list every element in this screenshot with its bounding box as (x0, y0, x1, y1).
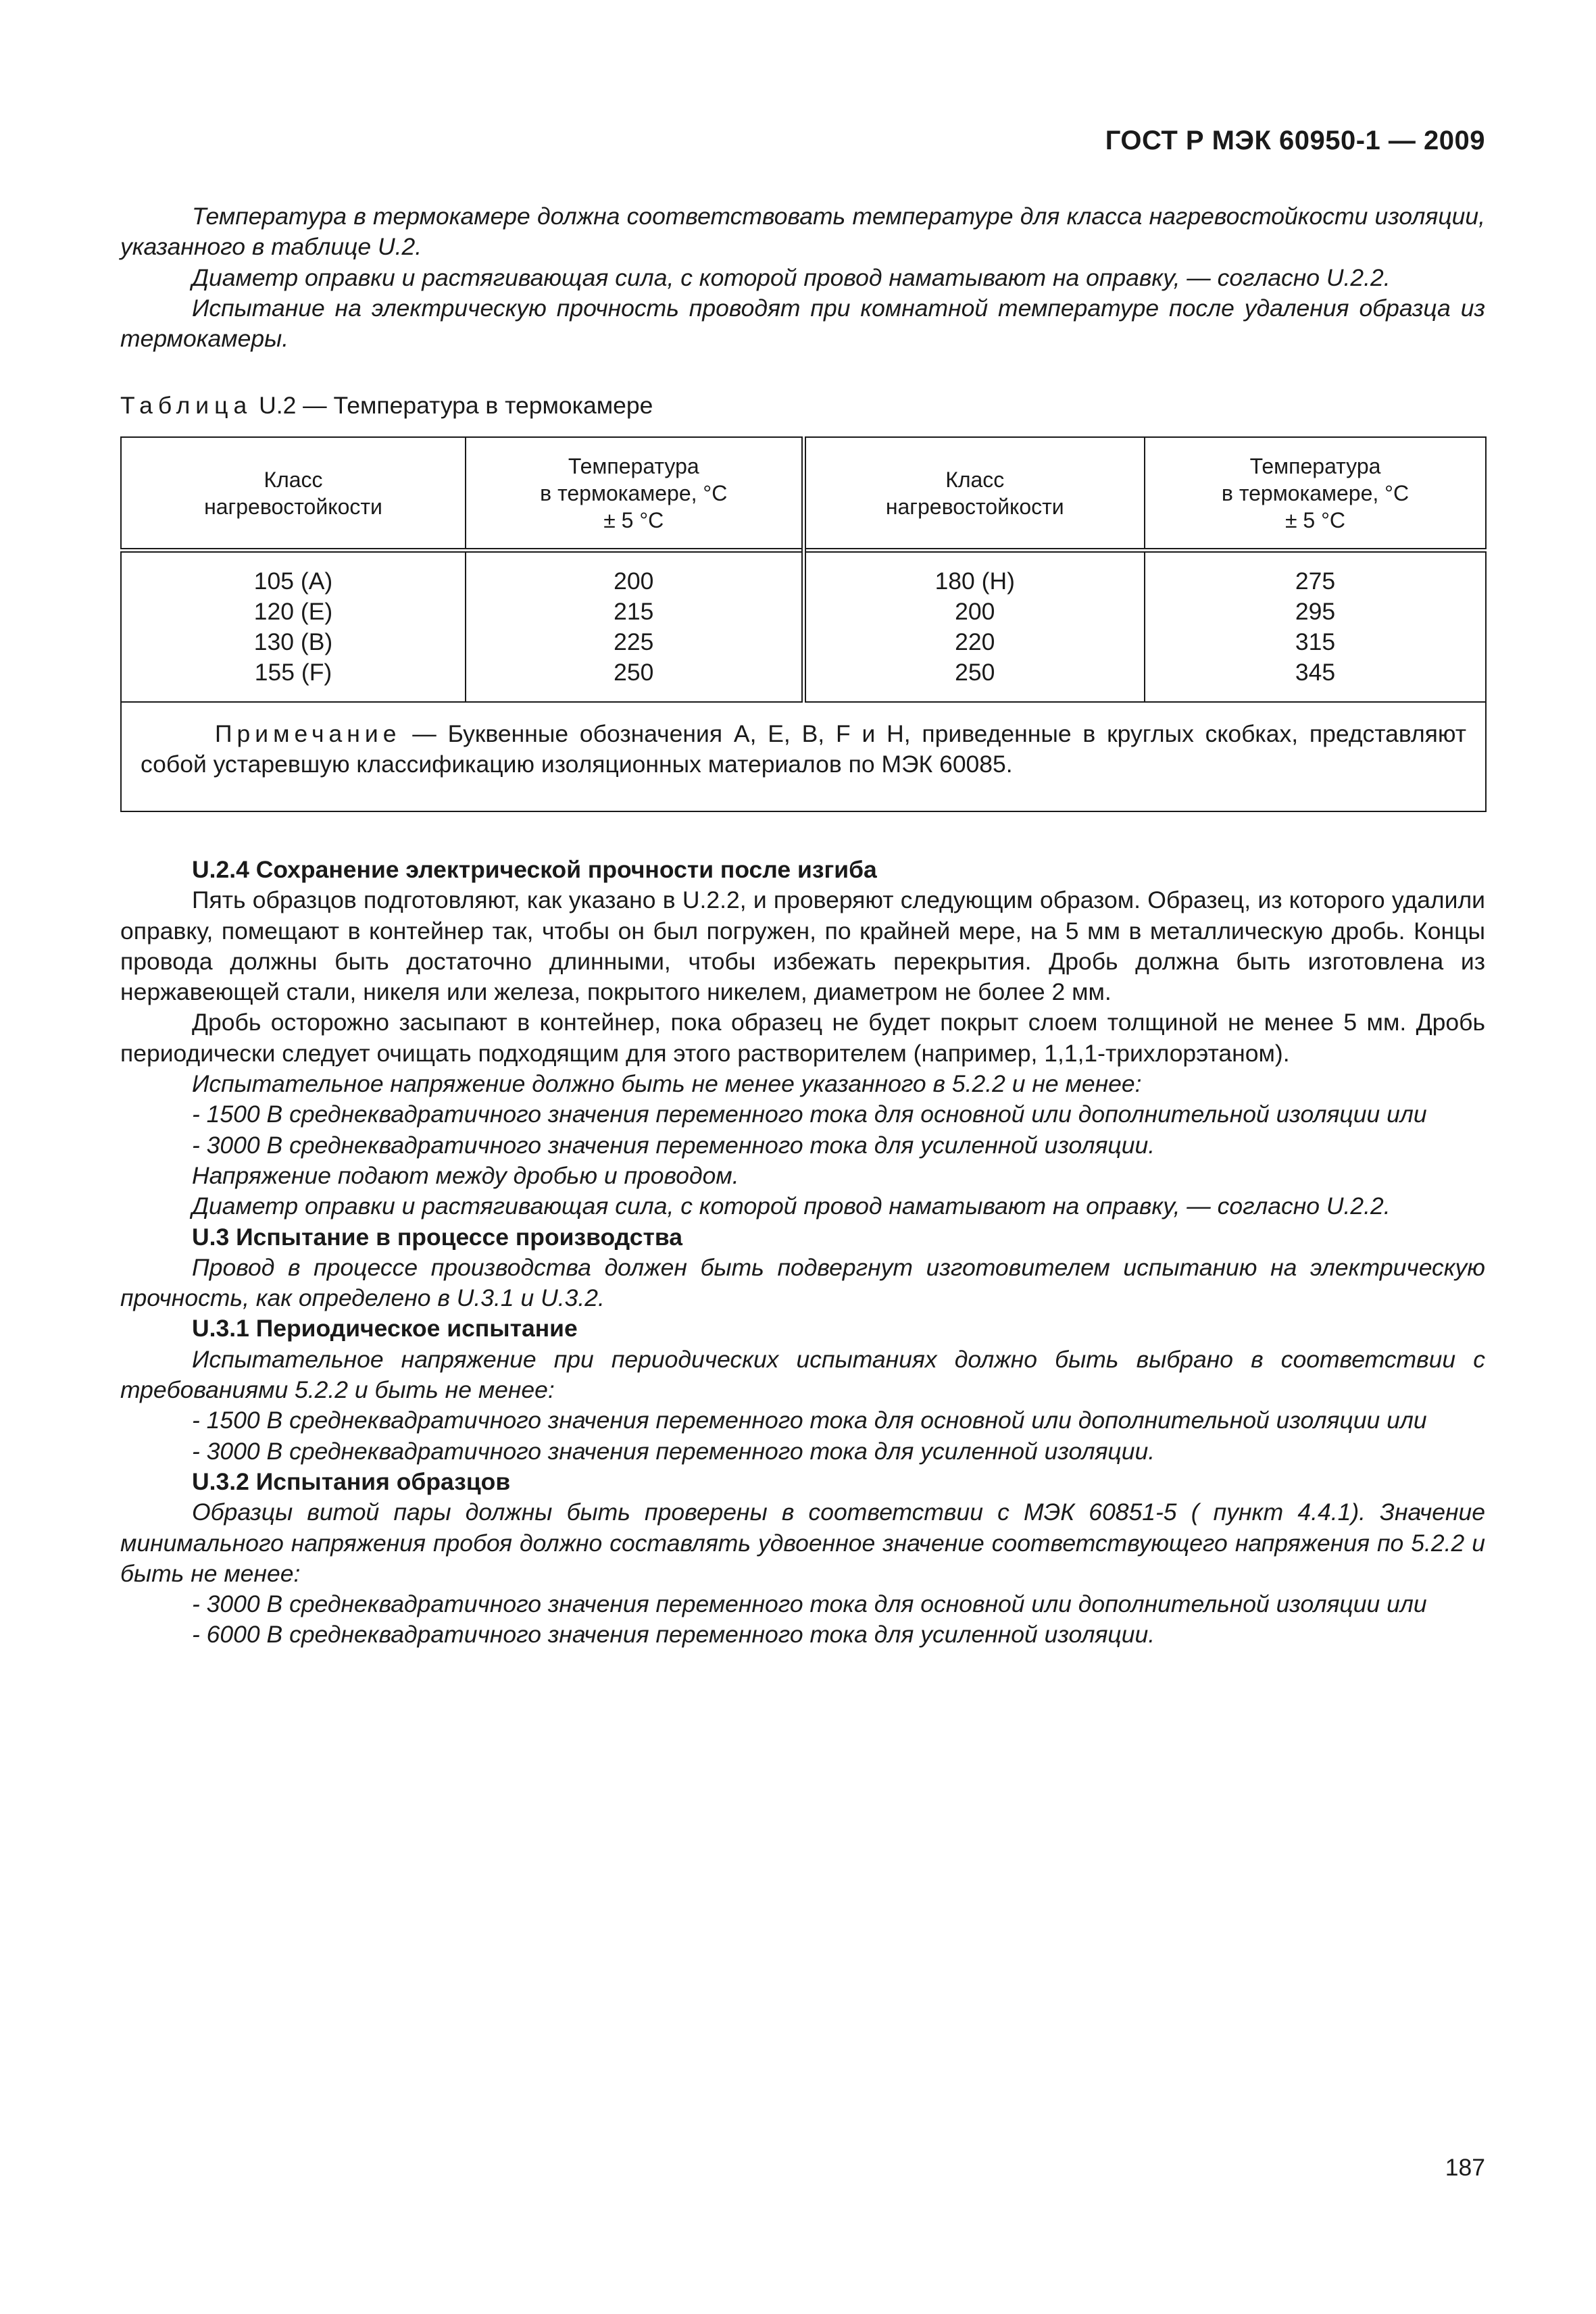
temp-1-value: 225 (614, 628, 654, 655)
section-heading-u3: U.3 Испытание в процессе производства (192, 1223, 682, 1251)
intro-paragraph-3: Испытание на электрическую прочность проводят при комнатной температуре после удаления образца из термокамеры. (120, 294, 1485, 353)
header-temp-1-text: Температура в термокамере, °C ± 5 °C (540, 453, 728, 532)
page-number: 187 (1445, 2154, 1485, 2181)
class-2-value: 180 (H) (934, 568, 1015, 595)
header-temp-1 (466, 437, 803, 551)
section-heading-u31: U.3.1 Периодическое испытание (192, 1315, 578, 1342)
class-2-value: 250 (955, 659, 995, 686)
section-heading-u24: U.2.4 Сохранение электрической прочности после изгиба (192, 856, 877, 883)
u31-list-item-2: - 3000 В среднеквадратичного значения переменного тока для усиленной изоляции. (192, 1437, 1155, 1465)
header-temp-2 (1145, 437, 1486, 551)
main-text-block (120, 855, 1485, 1651)
intro-paragraph-1: Температура в термокамере должна соответствовать температуре для класса нагревостойкости изоляции, указанного в таблице U.2. (120, 203, 1485, 261)
cell-temp-1 (466, 551, 803, 703)
table-caption-label: Таблица (120, 392, 253, 419)
temp-2-value: 295 (1295, 598, 1336, 625)
class-1-value: 105 (A) (253, 568, 333, 595)
table-header-row (121, 437, 1486, 551)
u31-list-item-1: - 1500 В среднеквадратичного значения переменного тока для основной или дополнительной изоляции или (192, 1407, 1427, 1434)
temp-1-value: 215 (614, 598, 654, 625)
u32-list-item-1: - 3000 В среднеквадратичного значения переменного тока для основной или дополнительной изоляции или (192, 1590, 1427, 1618)
temp-1-value: 250 (614, 659, 654, 686)
u3-paragraph-1: Провод в процессе производства должен быть подвергнут изготовителем испытанию на электрическую прочность, как определено в U.3.1 и U.3.2. (120, 1253, 1485, 1312)
temp-2-value: 345 (1295, 659, 1336, 686)
u24-list-item-1: - 1500 В среднеквадратичного значения переменного тока для основной или дополнительной изоляции или (192, 1101, 1427, 1128)
table-caption-title: U.2 — Температура в термокамере (259, 392, 653, 419)
u32-list-item-2: - 6000 В среднеквадратичного значения переменного тока для усиленной изоляции. (192, 1621, 1155, 1649)
cell-temp-2 (1145, 551, 1486, 703)
u24-paragraph-7: Диаметр оправки и растягивающая сила, с которой провод наматывают на оправку, — согласно U.2.2. (192, 1192, 1391, 1220)
class-1-value: 130 (B) (253, 628, 333, 655)
table-note-cell (121, 702, 1486, 811)
cell-class-1 (121, 551, 466, 703)
u24-paragraph-1: Пять образцов подготовляют, как указано в U.2.2, и проверяют следующим образом. Образец, из которого удалили оправку, помещают в контейнер так, чтобы он был погружен, по крайней мере, на 5 мм в металлическую дробь. Концы провода должны быть достаточно длинными, чтобы избежать перекрытия. Дробь должна быть изготовлена из нержавеющей стали, никеля или железа, покрытого никелем, диаметром не более 2 мм. (120, 886, 1485, 1006)
u31-paragraph-1: Испытательное напряжение при периодических испытаниях должно быть выбрано в соответствии с требованиями 5.2.2 и быть не менее: (120, 1345, 1485, 1404)
table-data-row (121, 551, 1486, 703)
table-note-row (121, 702, 1486, 811)
header-temp-2-text: Температура в термокамере, °C ± 5 °C (1221, 453, 1410, 532)
note-label: Примечание (215, 720, 401, 747)
table-caption (120, 390, 653, 421)
intro-block (120, 201, 1485, 354)
u32-paragraph-1: Образцы витой пары должны быть проверены в соответствии с МЭК 60851-5 ( пункт 4.4.1). Значение минимального напряжения пробоя должно составлять удвоенное значение соответствующего напряжения по 5.2.2 и быть не менее: (120, 1499, 1485, 1587)
temp-2-value: 315 (1295, 628, 1336, 655)
temp-2-value: 275 (1295, 568, 1336, 595)
temp-1-value: 200 (614, 568, 654, 595)
note-text: — Буквенные обозначения A, E, B, F и H, приведенные в круглых скобках, представляют собой устаревшую классификацию изоляционных материалов по МЭК 60085. (141, 720, 1466, 778)
header-class-2-text: Класс нагревостойкости (885, 467, 1064, 519)
u24-list-item-2: - 3000 В среднеквадратичного значения переменного тока для усиленной изоляции. (192, 1131, 1155, 1159)
document-header-id: ГОСТ Р МЭК 60950-1 — 2009 (1105, 126, 1485, 155)
class-2-value: 220 (955, 628, 995, 655)
class-1-value: 120 (E) (253, 598, 333, 625)
header-class-1 (121, 437, 466, 551)
u24-paragraph-2: Дробь осторожно засыпают в контейнер, пока образец не будет покрыт слоем толщиной не менее 5 мм. Дробь периодически следует очищать подходящим для этого растворителем (например, 1,1,1-трихлорэтаном). (120, 1009, 1485, 1067)
section-heading-u32: U.3.2 Испытания образцов (192, 1467, 511, 1495)
u24-paragraph-6: Напряжение подают между дробью и проводом. (192, 1161, 739, 1189)
temperature-table (120, 436, 1487, 812)
cell-class-2 (803, 551, 1145, 703)
class-1-value: 155 (F) (254, 659, 332, 686)
class-2-value: 200 (955, 598, 995, 625)
header-class-1-text: Класс нагревостойкости (204, 467, 382, 519)
u24-paragraph-3: Испытательное напряжение должно быть не менее указанного в 5.2.2 и не менее: (192, 1070, 1142, 1098)
intro-paragraph-2: Диаметр оправки и растягивающая сила, с которой провод наматывают на оправку, — согласно U.2.2. (192, 263, 1391, 291)
header-class-2 (803, 437, 1145, 551)
table-note (141, 709, 1466, 780)
